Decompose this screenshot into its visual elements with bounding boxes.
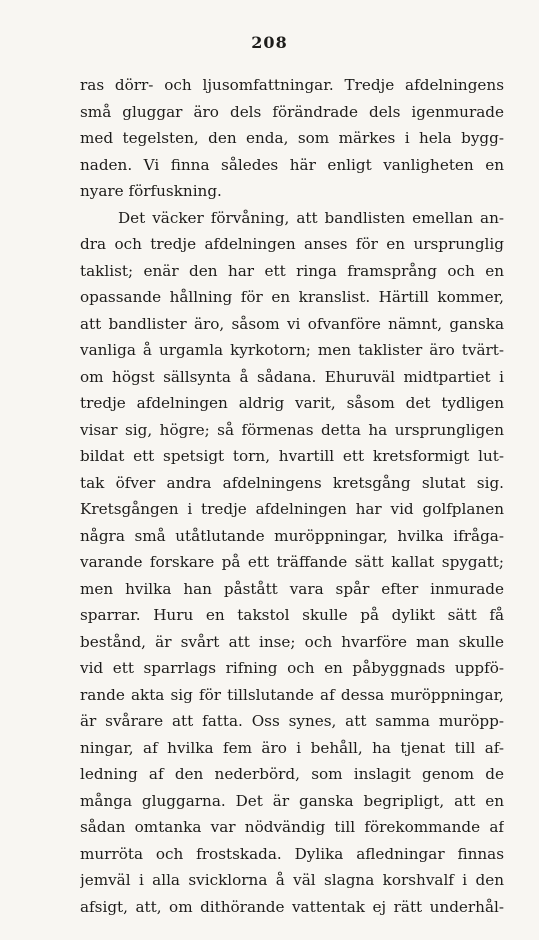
page-number: 208 [251,33,288,52]
text-line: med tegelsten, den enda, som märkes i hela bygg- [80,129,504,147]
text-line: murröta och frostskada. Dylika afledningar finnas [80,844,504,863]
text-line: men hvilka han påstått vara spår efter inmurade [80,579,504,598]
body-text [80,72,504,920]
text-line: dra och tredje afdelningen anses för en ursprunglig [80,235,504,253]
text-line: visar sig, högre; så förmenas detta ha ursprungligen [80,420,504,439]
text-line: att bandlister äro, såsom vi ofvanföre nämnt, ganska [80,314,504,333]
text-line: taklist; enär den har ett ringa framsprång och en [80,261,504,280]
text-line: varande forskare på ett träffande sätt kallat spygatt; [80,553,504,571]
text-line: Kretsgången i tredje afdelningen har vid golfplanen [80,500,504,518]
text-line: tredje afdelningen aldrig varit, såsom det tydligen [80,394,504,412]
text-line: vanliga å urgamla kyrkotorn; men taklister äro tvärt- [80,341,504,359]
text-line: afsigt, att, om dithörande vattentak ej rätt underhål- [80,897,504,916]
text-line: bildat ett spetsigt torn, hvartill ett kretsformigt lut- [80,447,504,465]
text-line: bestånd, är svårt att inse; och hvarföre man skulle [80,632,504,651]
text-line: är svårare att fatta. Oss synes, att samma muröpp- [80,712,504,730]
text-line: sparrar. Huru en takstol skulle på dylikt sätt få [80,606,504,624]
text-line: tak öfver andra afdelningens kretsgång slutat sig. [80,473,504,492]
text-line: rande akta sig för tillslutande af dessa muröppningar, [80,685,504,704]
text-line: opassande hållning för en kranslist. Härtill kommer, [80,288,504,306]
text-line: ras dörr- och ljusomfattningar. Tredje afdelningens [80,76,504,94]
text-line: jemväl i alla svicklorna å väl slagna korshvalf i den [80,871,504,889]
text-line: några små utåtlutande muröppningar, hvilka ifråga- [80,526,504,545]
text-line: vid ett sparrlags rifning och en påbyggnads uppfö- [80,659,504,677]
text-line: små gluggar äro dels förändrade dels igenmurade [80,102,504,121]
text-line: ledning af den nederbörd, som inslagit genom de [80,765,504,783]
text-line: Det väcker förvåning, att bandlisten emellan an- [118,208,504,227]
text-line: om högst sällsynta å sådana. Ehuruväl midtpartiet i [80,367,504,386]
text-line: ningar, af hvilka fem äro i behåll, ha tjenat till af- [80,738,504,757]
text-line: naden. Vi finna således här enligt vanligheten en [80,155,504,174]
text-line: många gluggarna. Det är ganska begripligt, att en [80,791,504,810]
text-line: sådan omtanka var nödvändig till förekommande af [80,818,504,836]
text-line: nyare förfuskning. [80,182,222,200]
